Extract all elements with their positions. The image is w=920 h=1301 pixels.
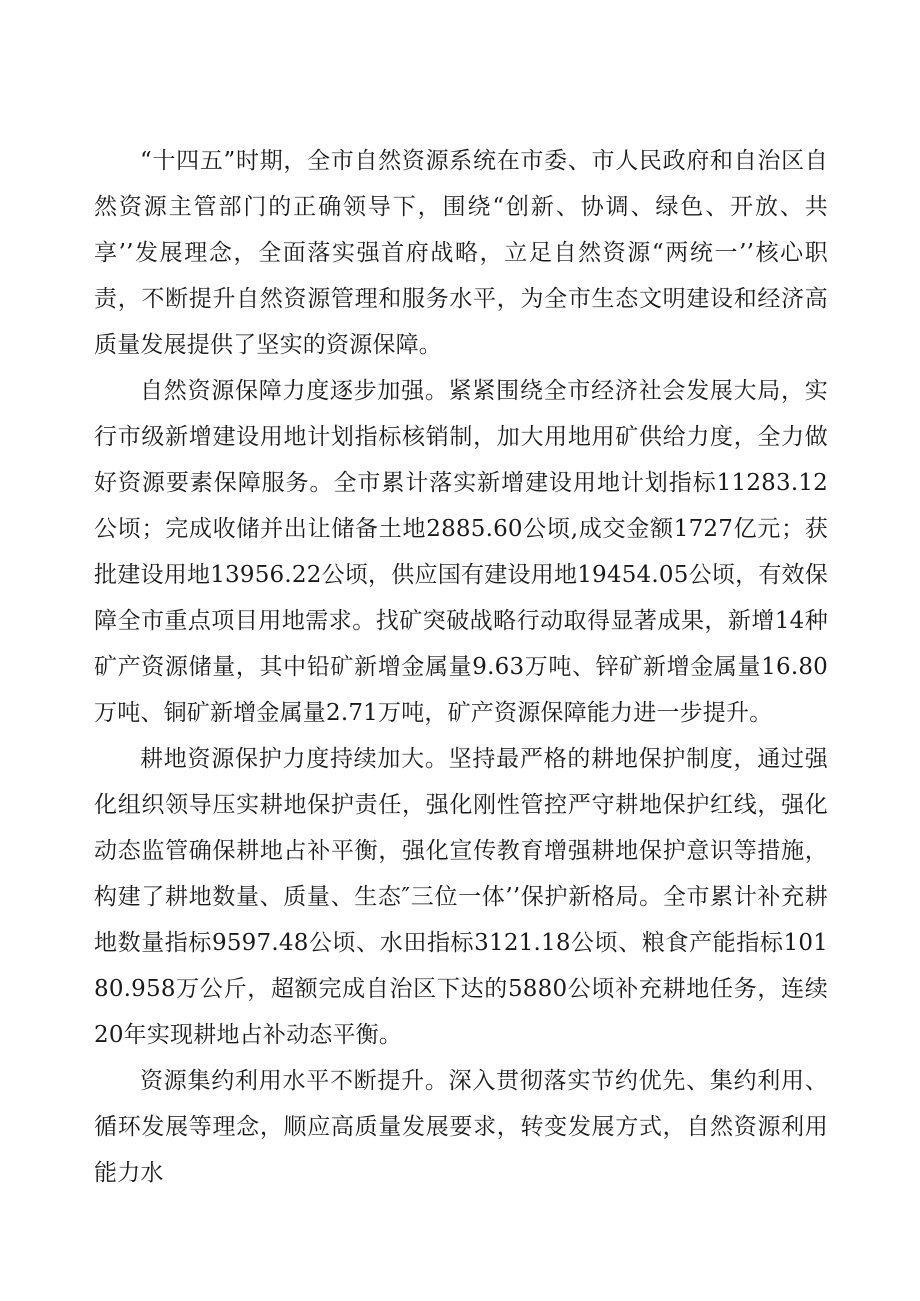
paragraph-intro: “十四五”时期，全市自然资源系统在市委、市人民政府和自治区自然资源主管部门的正确领导下，围绕“创新、协调、绿色、开放、共享’’发展理念，全面落实强首府战略，立足自然资源“两统一’’核心职责，不断提升自然资源管理和服务水平，为全市生态文明建设和经济高质量发展提供了坚实的资源保障。	[94, 148, 828, 358]
paragraph-intensive-use: 资源集约利用水平不断提升。深入贯彻落实节约优先、集约利用、循环发展等理念，顺应高质量发展要求，转变发展方式，自然资源利用能力水	[94, 1068, 828, 1186]
paragraph-farmland-protection: 耕地资源保护力度持续加大。坚持最严格的耕地保护制度，通过强化组织领导压实耕地保护责任，强化刚性管控严守耕地保护红线，强化动态监管确保耕地占补平衡，强化宣传教育增强耕地保护意识等措施，构建了耕地数量、质量、生态″三位一体’’保护新格局。全市累计补充耕地数量指标9597.48公顷、水田指标3121.18公顷、粮食产能指标10180.958万公斤，超额完成自治区下达的5880公顷补充耕地任务，连续20年实现耕地占补动态平衡。	[94, 746, 828, 1048]
document-body	[94, 138, 828, 1196]
paragraph-resource-guarantee: 自然资源保障力度逐步加强。紧紧围绕全市经济社会发展大局，实行市级新增建设用地计划指标核销制，加大用地用矿供给力度，全力做好资源要素保障服务。全市累计落实新增建设用地计划指标11283.12公顷；完成收储并出让储备土地2885.60公顷,成交金额1727亿元；获批建设用地13956.22公顷，供应国有建设用地19454.05公顷，有效保障全市重点项目用地需求。找矿突破战略行动取得显著成果，新增14种矿产资源储量，其中铅矿新增金属量9.63万吨、锌矿新增金属量16.80万吨、铜矿新增金属量2.71万吨，矿产资源保障能力进一步提升。	[94, 378, 828, 726]
